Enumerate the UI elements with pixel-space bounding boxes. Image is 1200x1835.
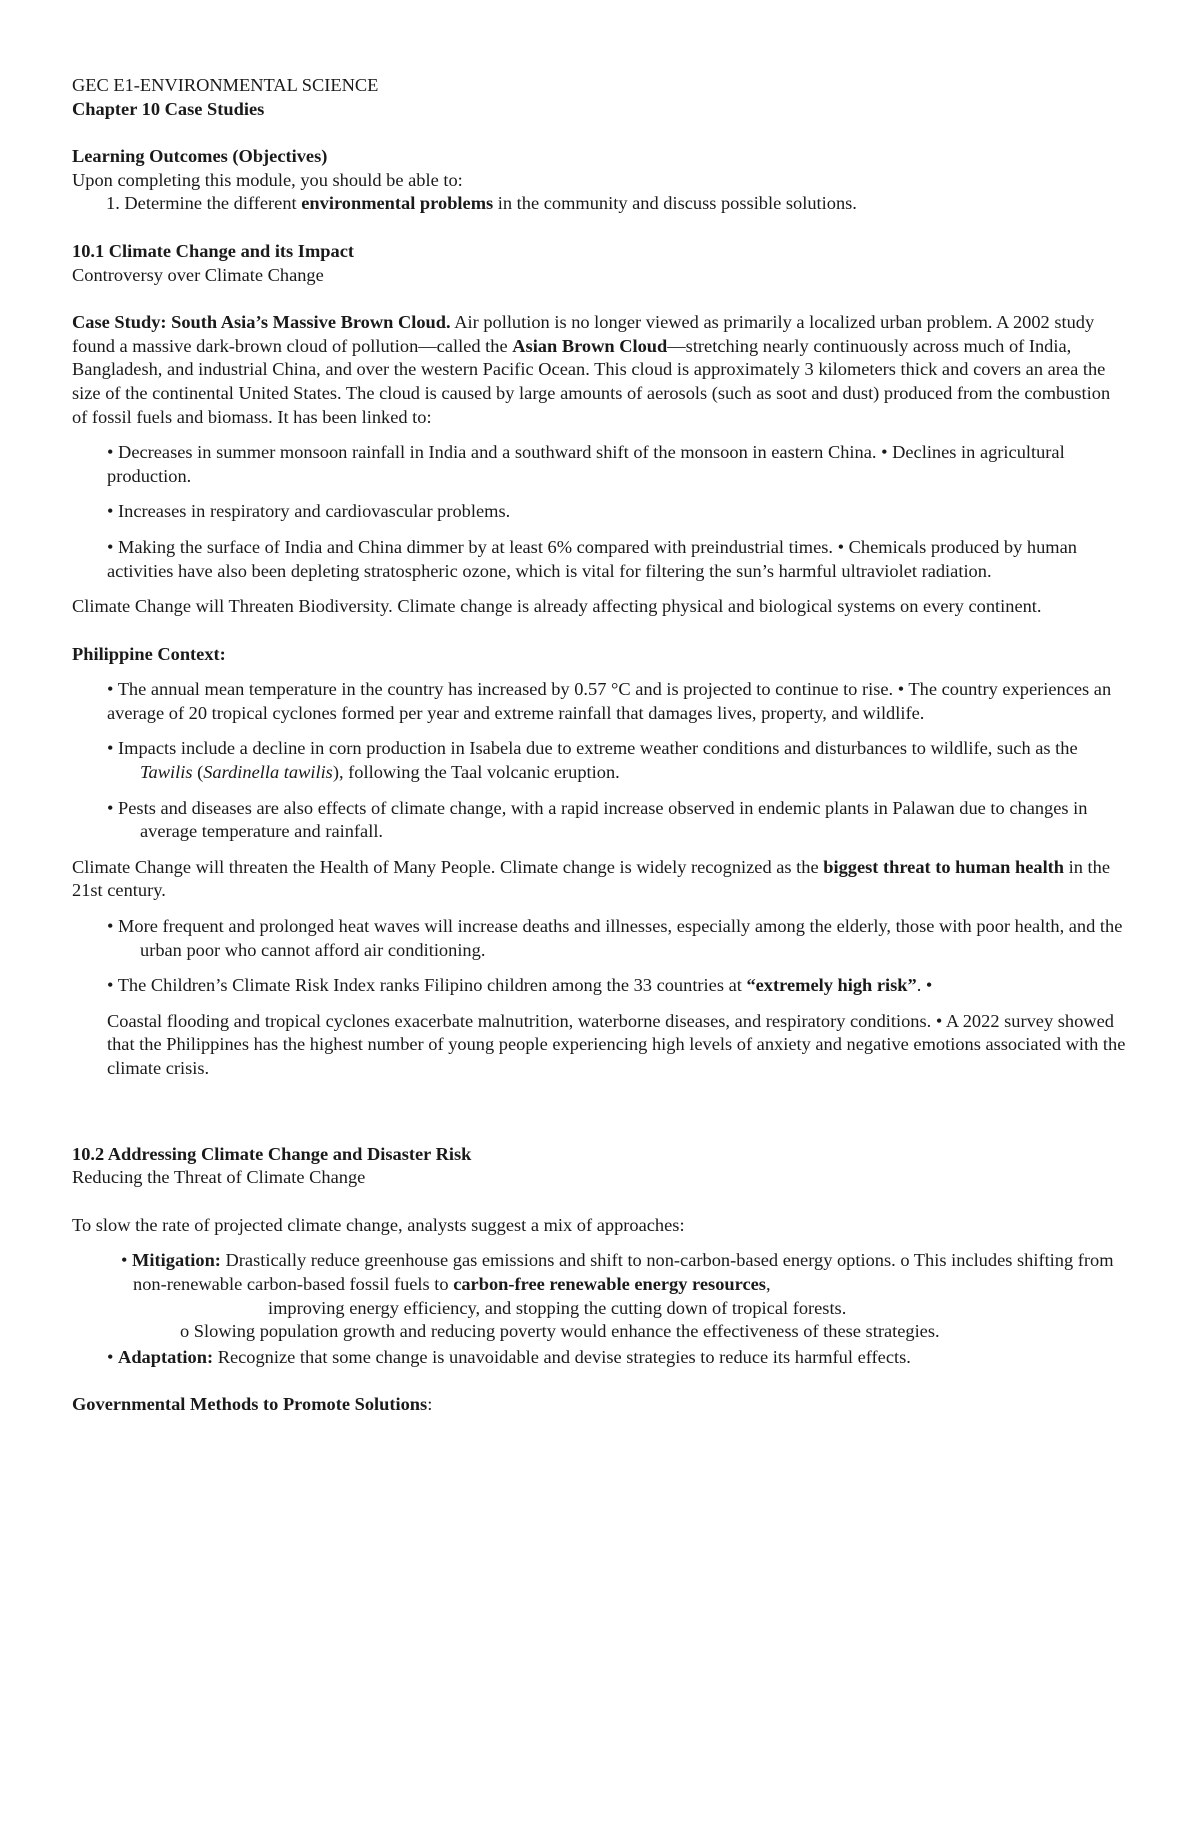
governmental-methods-heading: Governmental Methods to Promote Solutions: <box>72 1394 433 1415</box>
brown-cloud-bullet: • Increases in respiratory and cardiovascular problems. <box>107 501 511 522</box>
learning-outcomes-heading: Learning Outcomes (Objectives) <box>72 146 328 167</box>
section-10-2-heading: 10.2 Addressing Climate Change and Disaster Risk <box>72 1143 472 1164</box>
philippine-context-bullet: • The annual mean temperature in the country has increased by 0.57 °C and is projected to continue to rise. • The country experiences an average of 20 tropical cyclones formed per year and extreme rainfall that damages lives, property, and wildlife. <box>107 679 1112 723</box>
mitigation-continuation: improving energy efficiency, and stopping the cutting down of tropical forests. <box>268 1297 847 1318</box>
health-bullet: Coastal flooding and tropical cyclones exacerbate malnutrition, waterborne diseases, and respiratory conditions. • A 2022 survey showed that the Philippines has the highest number of young people experiencing high levels of anxiety and negative emotions associated with the climate crisis. <box>107 1010 1126 1078</box>
learning-outcomes-intro: Upon completing this module, you should be able to: <box>72 169 463 190</box>
brown-cloud-bullet: • Decreases in summer monsoon rainfall in India and a southward shift of the monsoon in eastern China. • Declines in agricultural production. <box>107 442 1065 486</box>
section-10-2-subheading: Reducing the Threat of Climate Change <box>72 1167 366 1188</box>
section-10-1-subheading: Controversy over Climate Change <box>72 264 324 285</box>
learning-outcome-item: 1. Determine the different environmental problems in the community and discuss possible solutions. <box>106 193 857 214</box>
philippine-context-heading: Philippine Context: <box>72 643 226 664</box>
course-title: GEC E1-ENVIRONMENTAL SCIENCE <box>72 75 379 95</box>
health-paragraph: Climate Change will threaten the Health of Many People. Climate change is widely recognized as the biggest threat to human health in the 21st century. <box>72 856 1110 901</box>
document-page <box>72 74 1128 1417</box>
health-bullet: • More frequent and prolonged heat waves will increase deaths and illnesses, especially among the elderly, those with poor health, and the urban poor who cannot afford air conditioning. <box>107 916 1123 960</box>
health-bullet: • The Children’s Climate Risk Index ranks Filipino children among the 33 countries at “extremely high risk”. • <box>107 975 933 996</box>
section-10-1-heading: 10.1 Climate Change and its Impact <box>72 240 354 261</box>
brown-cloud-bullet: • Making the surface of India and China dimmer by at least 6% compared with preindustrial times. • Chemicals produced by human activities have also been depleting stratospheric ozone, which is vital for filtering the sun’s harmful ultraviolet radiation. <box>107 536 1077 581</box>
adaptation-bullet: • Adaptation: Recognize that some change is unavoidable and devise strategies to reduce its harmful effects. <box>107 1346 911 1367</box>
biodiversity-paragraph: Climate Change will Threaten Biodiversity. Climate change is already affecting physical and biological systems on every continent. <box>72 596 1042 617</box>
chapter-title: Chapter 10 Case Studies <box>72 98 265 119</box>
approaches-intro: To slow the rate of projected climate change, analysts suggest a mix of approaches: <box>72 1214 685 1235</box>
mitigation-bullet: • Mitigation: Drastically reduce greenhouse gas emissions and shift to non-carbon-based energy options. o This includes shifting from non-renewable carbon-based fossil fuels to carbon-free renewable energy resources, <box>121 1250 1114 1294</box>
philippine-context-bullet: • Impacts include a decline in corn production in Isabela due to extreme weather conditions and disturbances to wildlife, such as the Tawilis (Sardinella tawilis), following the Taal volcanic eruption. <box>107 738 1078 783</box>
mitigation-sub-item: o Slowing population growth and reducing poverty would enhance the effectiveness of these strategies. <box>180 1321 940 1342</box>
case-study-paragraph: Case Study: South Asia’s Massive Brown Cloud. Air pollution is no longer viewed as primarily a localized urban problem. A 2002 study found a massive dark-brown cloud of pollution—called the Asian Brown Cloud—stretching nearly continuously across much of India, Bangladesh, and industrial China, and over the western Pacific Ocean. This cloud is approximately 3 kilometers thick and covers an area the size of the continental United States. The cloud is caused by large amounts of aerosols (such as soot and dust) produced from the combustion of fossil fuels and biomass. It has been linked to: <box>72 312 1111 427</box>
philippine-context-bullet: • Pests and diseases are also effects of climate change, with a rapid increase observed in endemic plants in Palawan due to changes in average temperature and rainfall. <box>107 797 1088 842</box>
